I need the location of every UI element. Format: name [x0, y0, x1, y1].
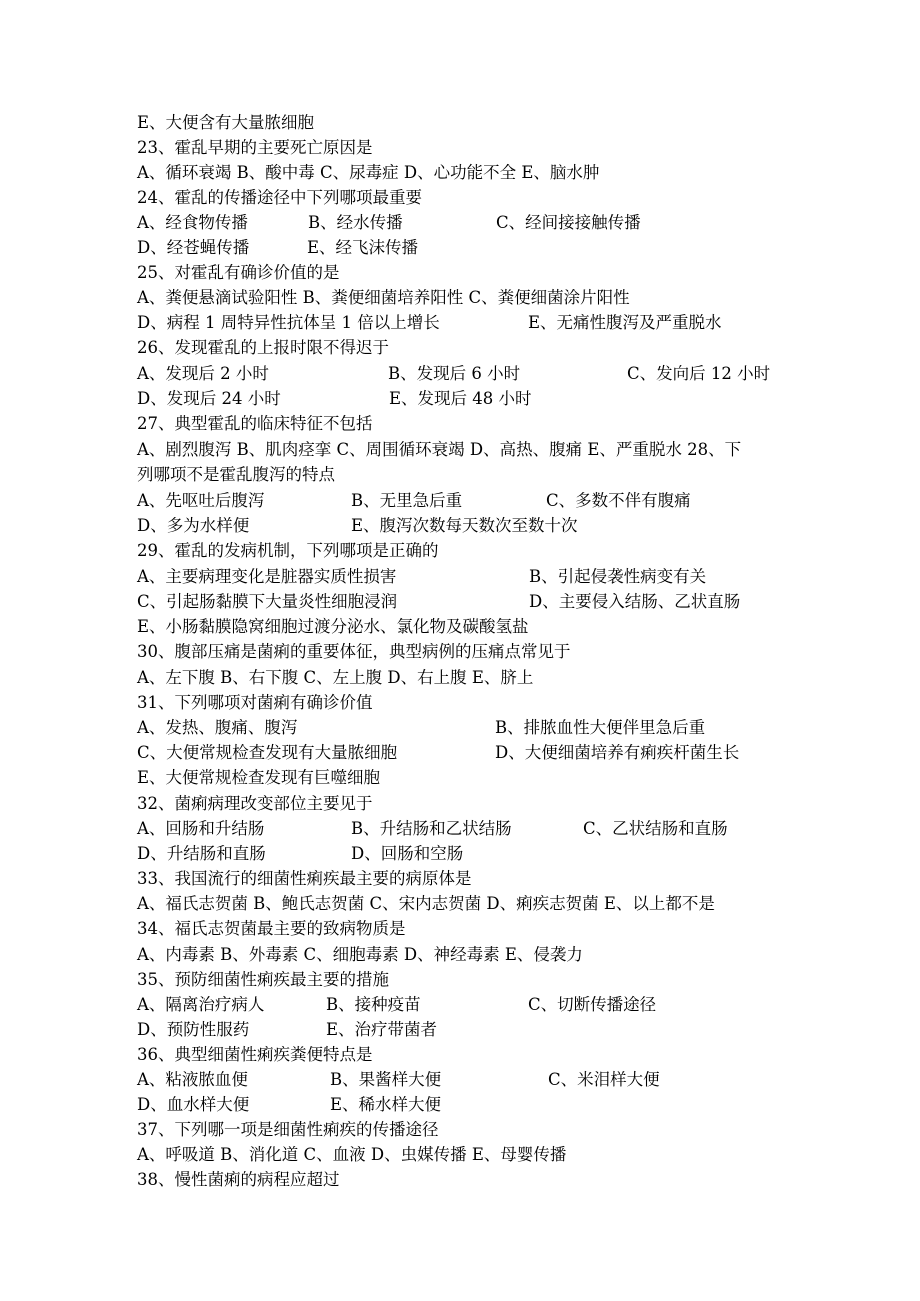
text-segment: A、粘液脓血便: [137, 1070, 248, 1089]
text-segment: A、左下腹 B、右下腹 C、左上腹 D、右上腹 E、脐上: [137, 668, 534, 687]
text-segment: A、隔离治疗病人: [137, 995, 265, 1014]
text-segment: 30、腹部压痛是菌痢的重要体征，典型病例的压痛点常见于: [137, 642, 571, 661]
text-segment: D、多为水样便: [137, 516, 250, 535]
text-segment: A、呼吸道 B、消化道 C、血液 D、虫媒传播 E、母婴传播: [137, 1145, 567, 1164]
text-segment: B、引起侵袭性病变有关: [529, 567, 707, 586]
text-segment: E、小肠黏膜隐窝细胞过渡分泌水、氯化物及碳酸氢盐: [137, 617, 529, 636]
text-segment: D、经苍蝇传播: [137, 238, 250, 257]
text-segment: 23、霍乱早期的主要死亡原因是: [137, 138, 373, 157]
text-segment: E、经飞沫传播: [307, 238, 419, 257]
text-segment: C、切断传播途径: [528, 995, 657, 1014]
text-segment: D、血水样大便: [137, 1095, 250, 1114]
text-segment: 26、发现霍乱的上报时限不得迟于: [137, 338, 389, 357]
text-segment: B、经水传播: [308, 213, 403, 232]
text-segment: C、经间接接触传播: [496, 213, 641, 232]
text-segment: 35、预防细菌性痢疾最主要的措施: [137, 970, 389, 989]
text-segment: E、大便常规检查发现有巨噬细胞: [137, 768, 381, 787]
text-segment: 27、典型霍乱的临床特征不包括: [137, 414, 373, 433]
text-segment: B、无里急后重: [351, 491, 463, 510]
text-segment: C、多数不伴有腹痛: [546, 491, 691, 510]
text-segment: A、内毒素 B、外毒素 C、细胞毒素 D、神经毒素 E、侵袭力: [137, 945, 583, 964]
text-segment: 37、下列哪一项是细菌性痢疾的传播途径: [137, 1120, 439, 1139]
text-segment: C、发向后 12 小时: [627, 364, 771, 383]
text-segment: B、果酱样大便: [330, 1070, 442, 1089]
text-segment: 31、下列哪项对菌痢有确诊价值: [137, 693, 373, 712]
text-segment: D、病程 1 周特异性抗体呈 1 倍以上增长: [137, 313, 440, 332]
text-segment: 38、慢性菌痢的病程应超过: [137, 1170, 340, 1189]
text-segment: A、粪便悬滴试验阳性 B、粪便细菌培养阳性 C、粪便细菌涂片阳性: [137, 288, 630, 307]
text-segment: 29、霍乱的发病机制，下列哪项是正确的: [137, 541, 439, 560]
text-segment: 25、对霍乱有确诊价值的是: [137, 263, 340, 282]
text-segment: E、稀水样大便: [330, 1095, 442, 1114]
text-segment: 33、我国流行的细菌性痢疾最主要的病原体是: [137, 869, 472, 888]
text-segment: B、排脓血性大便伴里急后重: [495, 718, 706, 737]
text-segment: B、接种疫苗: [326, 995, 421, 1014]
text-segment: 24、霍乱的传播途径中下列哪项最重要: [137, 188, 422, 207]
text-segment: A、循环衰竭 B、酸中毒 C、尿毒症 D、心功能不全 E、脑水肿: [137, 163, 600, 182]
text-segment: C、引起肠黏膜下大量炎性细胞浸润: [137, 592, 398, 611]
text-segment: A、发热、腹痛、腹泻: [137, 718, 298, 737]
text-segment: 列哪项不是霍乱腹泻的特点: [137, 465, 335, 484]
text-segment: D、回肠和空肠: [351, 844, 464, 863]
text-segment: A、经食物传播: [137, 213, 248, 232]
text-segment: D、预防性服药: [137, 1020, 250, 1039]
text-segment: E、治疗带菌者: [326, 1020, 438, 1039]
text-segment: E、大便含有大量脓细胞: [137, 113, 315, 132]
text-segment: C、米泪样大便: [548, 1070, 660, 1089]
text-segment: C、大便常规检查发现有大量脓细胞: [137, 743, 398, 762]
text-segment: D、大便细菌培养有痢疾杆菌生长: [495, 743, 740, 762]
text-segment: A、主要病理变化是脏器实质性损害: [137, 567, 397, 586]
text-segment: A、剧烈腹泻 B、肌肉痉挛 C、周围循环衰竭 D、高热、腹痛 E、严重脱水 28、下: [137, 440, 742, 459]
text-segment: A、福氏志贺菌 B、鲍氏志贺菌 C、宋内志贺菌 D、痢疾志贺菌 E、以上都不是: [137, 894, 715, 913]
text-segment: A、回肠和升结肠: [137, 819, 265, 838]
text-segment: 36、典型细菌性痢疾粪便特点是: [137, 1045, 373, 1064]
text-segment: A、发现后 2 小时: [137, 364, 269, 383]
text-segment: E、腹泻次数每天数次至数十次: [351, 516, 578, 535]
text-segment: D、发现后 24 小时: [137, 389, 281, 408]
text-segment: 34、福氏志贺菌最主要的致病物质是: [137, 919, 406, 938]
text-segment: E、无痛性腹泻及严重脱水: [528, 313, 722, 332]
text-segment: D、升结肠和直肠: [137, 844, 266, 863]
text-segment: B、发现后 6 小时: [388, 364, 521, 383]
text-segment: 32、菌痢病理改变部位主要见于: [137, 794, 373, 813]
text-segment: C、乙状结肠和直肠: [583, 819, 728, 838]
text-segment: E、发现后 48 小时: [389, 389, 532, 408]
text-segment: A、先呕吐后腹泻: [137, 491, 265, 510]
text-segment: B、升结肠和乙状结肠: [351, 819, 512, 838]
text-segment: D、主要侵入结肠、乙状直肠: [529, 592, 741, 611]
